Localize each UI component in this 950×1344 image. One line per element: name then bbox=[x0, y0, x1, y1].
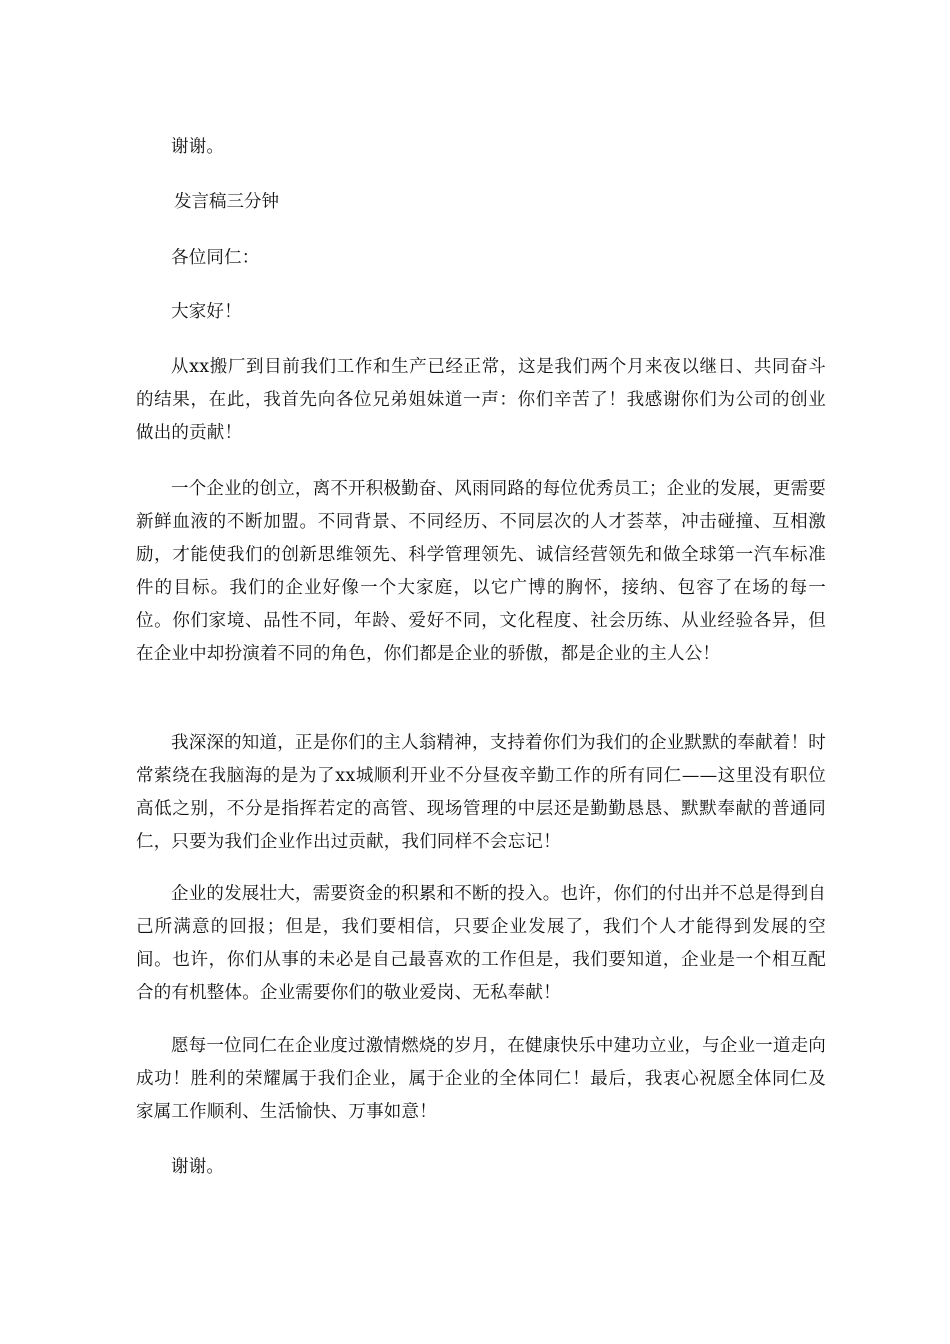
closing-thanks-bottom: 谢谢。 bbox=[171, 1157, 225, 1177]
greeting: 大家好！ bbox=[171, 302, 242, 322]
paragraph-1: 从xx搬厂到目前我们工作和生产已经正常，这是我们两个月来夜以继日、共同奋斗的结果，在此，我首先向各位兄弟姐妹道一声：你们辛苦了！我感谢你们为公司的创业做出的贡献！ bbox=[136, 357, 826, 443]
closing-thanks-top: 谢谢。 bbox=[171, 137, 225, 157]
document-title: 发言稿三分钟 bbox=[174, 192, 279, 212]
paragraph-5: 愿每一位同仁在企业度过激情燃烧的岁月，在健康快乐中建功立业，与企业一道走向成功！胜利的荣耀属于我们企业，属于企业的全体同仁！最后，我衷心祝愿全体同仁及家属工作顺利、生活愉快、万事如意！ bbox=[136, 1036, 826, 1122]
paragraph-2: 一个企业的创立，离不开积极勤奋、风雨同路的每位优秀员工；企业的发展，更需要新鲜血液的不断加盟。不同背景、不同经历、不同层次的人才荟萃，冲击碰撞、互相激励，才能使我们的创新思维领先、科学管理领先、诚信经营领先和做全球第一汽车标准件的目标。我们的企业好像一个大家庭，以它广博的胸怀，接纳、包容了在场的每一位。你们家境、品性不同，年龄、爱好不同，文化程度、社会历练、从业经验各异，但在企业中却扮演着不同的角色，你们都是企业的骄傲，都是企业的主人公！ bbox=[136, 479, 826, 664]
salutation: 各位同仁： bbox=[171, 248, 260, 268]
paragraph-3: 我深深的知道，正是你们的主人翁精神，支持着你们为我们的企业默默的奉献着！时常萦绕在我脑海的是为了xx城顺利开业不分昼夜辛勤工作的所有同仁——这里没有职位高低之别，不分是指挥若定的高管、现场管理的中层还是勤勤恳恳、默默奉献的普通同仁，只要为我们企业作出过贡献，我们同样不会忘记！ bbox=[136, 733, 826, 852]
paragraph-4: 企业的发展壮大，需要资金的积累和不断的投入。也许，你们的付出并不总是得到自己所满意的回报；但是，我们要相信，只要企业发展了，我们个人才能得到发展的空间。也许，你们从事的未必是自己最喜欢的工作但是，我们要知道，企业是一个相互配合的有机整体。企业需要你们的敬业爱岗、无私奉献！ bbox=[136, 884, 826, 1003]
